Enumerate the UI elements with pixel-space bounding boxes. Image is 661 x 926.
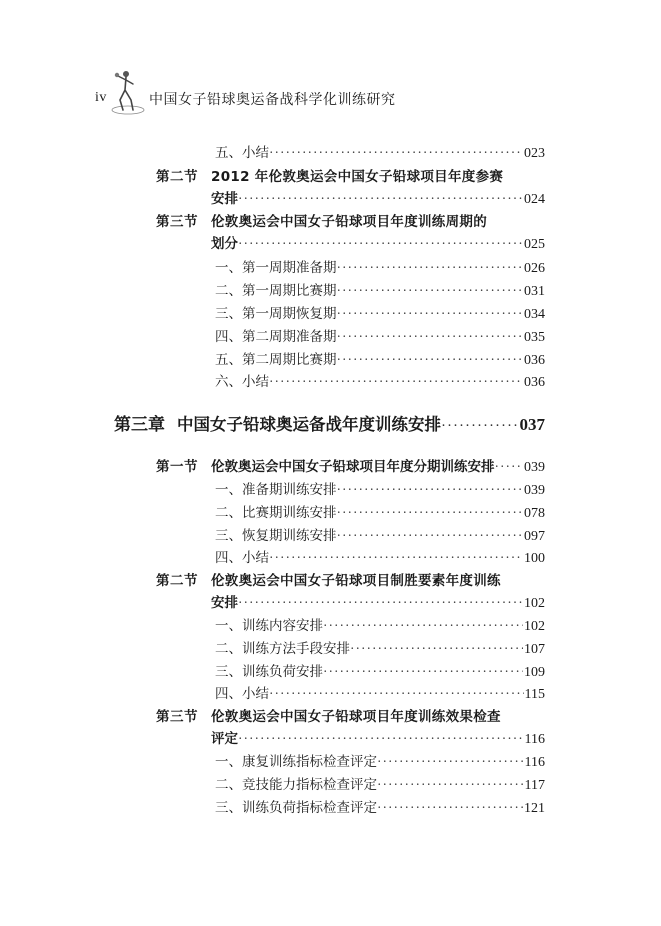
chapter-title: 中国女子铅球奥运备战年度训练安排 [177,415,441,434]
dot-leader [337,352,524,368]
dot-leader [337,329,524,345]
dot-leader [323,664,523,680]
page-number: iv [95,90,107,105]
toc-entry[interactable] [211,232,545,253]
toc-entry-label: 一、第一周期准备期 [215,260,337,276]
toc-entry-label: 二、比赛期训练安排 [215,505,337,521]
toc-entry-page: 116 [524,755,545,770]
toc-entry-label: 三、训练负荷指标检查评定 [215,800,377,816]
toc-entry-page: 115 [524,687,545,702]
toc-entry[interactable] [215,478,545,499]
section-label: 第二节 [156,169,198,185]
dot-leader [337,528,524,544]
page-header [0,0,661,120]
chapter-page: 037 [519,415,545,434]
toc-entry-page: 107 [524,642,545,657]
toc-entry[interactable] [215,637,545,658]
toc-entry[interactable] [215,501,545,522]
section-label: 第一节 [156,459,198,475]
toc-entry[interactable] [215,141,545,162]
toc-entry-page: 117 [524,778,545,793]
toc-entry-page: 039 [524,483,545,498]
dot-leader [377,754,524,770]
toc-entry[interactable] [215,348,545,369]
toc-entry-page: 024 [524,192,545,207]
section-title[interactable]: 2012 年伦敦奥运会中国女子铅球项目年度参赛 [211,169,504,185]
section-title-continued: 安排 [211,191,238,207]
toc-entry-label: 六、小结 [215,374,269,390]
section-title[interactable]: 伦敦奥运会中国女子铅球项目制胜要素年度训练 [211,573,501,589]
toc-entry-label: 一、准备期训练安排 [215,482,337,498]
section-title[interactable]: 伦敦奥运会中国女子铅球项目年度训练周期的 [211,214,487,230]
section-title: 伦敦奥运会中国女子铅球项目年度分期训练安排 [211,459,495,475]
dot-leader [269,374,523,390]
dot-leader [269,550,523,566]
dot-leader [337,505,524,521]
toc-entry-label: 二、竞技能力指标检查评定 [215,777,377,793]
dot-leader [323,618,523,634]
running-title: 中国女子铅球奥运备战科学化训练研究 [149,92,396,108]
toc-entry-page: 097 [524,529,545,544]
dot-leader [238,731,524,747]
toc-entry-page: 036 [524,353,545,368]
toc-entry-label: 五、小结 [215,145,269,161]
toc-entry[interactable] [211,455,545,476]
toc-entry-page: 100 [524,551,545,566]
section-label: 第三节 [156,214,198,230]
toc-entry[interactable] [215,546,545,567]
toc-entry-page: 036 [524,375,545,390]
dot-leader [337,283,524,299]
toc-entry-label: 四、小结 [215,686,269,702]
toc-entry-page: 102 [524,619,545,634]
toc-entry[interactable] [215,796,545,817]
dot-leader [238,236,523,252]
dot-leader [495,459,524,475]
toc-entry-label: 一、康复训练指标检查评定 [215,754,377,770]
toc-entry-page: 031 [524,284,545,299]
toc-entry-page: 078 [524,506,545,521]
toc-entry-label: 三、第一周期恢复期 [215,306,337,322]
chapter-label: 第三章 [114,415,165,434]
toc-entry-label: 二、第一周期比赛期 [215,283,337,299]
toc-entry[interactable] [215,614,545,635]
dot-leader [337,260,524,276]
dot-leader [377,800,523,816]
shot-put-athlete-icon [106,66,148,116]
toc-entry[interactable] [215,773,545,794]
section-title-continued: 划分 [211,236,238,252]
dot-leader [377,777,524,793]
toc-entry[interactable] [211,591,545,612]
toc-entry[interactable] [211,727,545,748]
dot-leader [337,482,524,498]
toc-entry[interactable] [215,325,545,346]
section-label: 第三节 [156,709,198,725]
toc-entry-label: 四、第二周期准备期 [215,329,337,345]
dot-leader [238,191,523,207]
toc-entry[interactable] [215,370,545,391]
section-title-continued: 安排 [211,595,238,611]
toc-entry[interactable] [215,750,545,771]
dot-leader [269,686,524,702]
dot-leader [337,306,524,322]
toc-entry[interactable] [215,660,545,681]
toc-entry-label: 二、训练方法手段安排 [215,641,350,657]
section-title[interactable]: 伦敦奥运会中国女子铅球项目年度训练效果检查 [211,709,501,725]
toc-entry-label: 四、小结 [215,550,269,566]
dot-leader [350,641,523,657]
dot-leader [269,145,523,161]
toc-entry[interactable] [215,524,545,545]
toc-entry-page: 026 [524,261,545,276]
section-label: 第二节 [156,573,198,589]
toc-entry-label: 一、训练内容安排 [215,618,323,634]
dot-leader [441,418,519,435]
dot-leader [238,595,523,611]
toc-entry-page: 025 [524,237,545,252]
toc-entry[interactable] [215,302,545,323]
toc-entry-label: 三、训练负荷安排 [215,664,323,680]
toc-entry-page: 035 [524,330,545,345]
toc-entry-page: 034 [524,307,545,322]
toc-entry[interactable] [215,279,545,300]
toc-entry-page: 121 [524,801,545,816]
section-title-continued: 评定 [211,731,238,747]
toc-entry-page: 039 [524,460,545,475]
toc-entry-label: 五、第二周期比赛期 [215,352,337,368]
toc-entry[interactable] [211,187,545,208]
toc-entry[interactable] [215,256,545,277]
toc-entry-label: 三、恢复期训练安排 [215,528,337,544]
toc-entry-page: 109 [524,665,545,680]
toc-entry-page: 102 [524,596,545,611]
toc-entry[interactable] [215,682,545,703]
toc-entry-page: 023 [524,146,545,161]
chapter-entry[interactable] [114,410,545,435]
toc-entry-page: 116 [524,732,545,747]
